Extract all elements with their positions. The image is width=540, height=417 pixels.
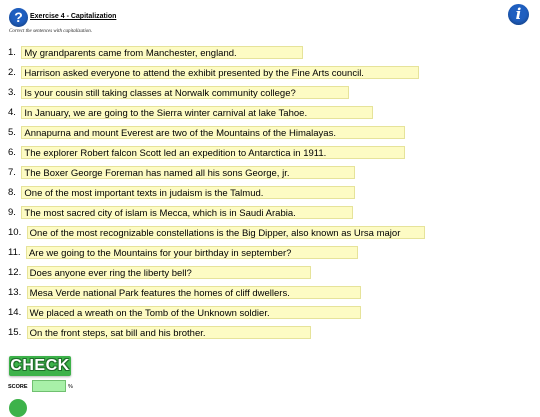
- question-row-10: [8, 226, 425, 240]
- question-number: 2.: [8, 67, 16, 78]
- exercise-title: Exercise 4 - Capitalization: [30, 13, 117, 20]
- question-row-4: [8, 106, 373, 120]
- question-number: 9.: [8, 207, 16, 218]
- answer-input-1[interactable]: My grandparents came from Manchester, england.: [21, 46, 303, 59]
- round-green-icon[interactable]: [9, 399, 27, 417]
- score-percent-sign: %: [68, 384, 73, 390]
- question-number: 4.: [8, 107, 16, 118]
- question-number: 12.: [8, 267, 22, 278]
- question-number: 7.: [8, 167, 16, 178]
- question-row-3: [8, 86, 349, 100]
- question-number: 1.: [8, 47, 16, 58]
- question-row-14: [8, 306, 361, 320]
- question-number: 5.: [8, 127, 16, 138]
- answer-input-13[interactable]: Mesa Verde national Park features the homes of cliff dwellers.: [27, 286, 361, 299]
- instruction-text: Correct the sentences with capitalization.: [9, 29, 92, 34]
- question-row-13: [8, 286, 361, 300]
- question-row-6: [8, 146, 405, 160]
- question-row-9: [8, 206, 353, 220]
- question-row-12: [8, 266, 311, 280]
- answer-input-5[interactable]: Annapurna and mount Everest are two of the Mountains of the Himalayas.: [21, 126, 405, 139]
- answer-input-11[interactable]: Are we going to the Mountains for your birthday in september?: [26, 246, 358, 259]
- question-number: 15.: [8, 327, 22, 338]
- answer-input-10[interactable]: One of the most recognizable constellations is the Big Dipper, also known as Ursa major: [27, 226, 425, 239]
- question-row-11: [8, 246, 358, 260]
- answer-input-2[interactable]: Harrison asked everyone to attend the exhibit presented by the Fine Arts council.: [21, 66, 419, 79]
- question-row-8: [8, 186, 355, 200]
- answer-input-7[interactable]: The Boxer George Foreman has named all his sons George, jr.: [21, 166, 355, 179]
- answer-input-9[interactable]: The most sacred city of islam is Mecca, which is in Saudi Arabia.: [21, 206, 353, 219]
- question-row-2: [8, 66, 419, 80]
- answer-input-8[interactable]: One of the most important texts in judaism is the Talmud.: [21, 186, 355, 199]
- info-icon[interactable]: i: [508, 4, 529, 25]
- answer-input-14[interactable]: We placed a wreath on the Tomb of the Unknown soldier.: [27, 306, 361, 319]
- question-row-1: [8, 46, 303, 60]
- question-row-15: [8, 326, 311, 340]
- answer-input-12[interactable]: Does anyone ever ring the liberty bell?: [27, 266, 311, 279]
- answer-input-6[interactable]: The explorer Robert falcon Scott led an expedition to Antarctica in 1911.: [21, 146, 405, 159]
- help-icon[interactable]: ?: [9, 8, 28, 27]
- question-number: 14.: [8, 307, 22, 318]
- answer-input-3[interactable]: Is your cousin still taking classes at Norwalk community college?: [21, 86, 349, 99]
- question-number: 10.: [8, 227, 22, 238]
- question-number: 11.: [8, 247, 21, 258]
- answer-input-4[interactable]: In January, we are going to the Sierra winter carnival at lake Tahoe.: [21, 106, 373, 119]
- question-number: 8.: [8, 187, 16, 198]
- question-number: 13.: [8, 287, 22, 298]
- score-field: [32, 380, 66, 392]
- question-row-5: [8, 126, 405, 140]
- check-button[interactable]: CHECK: [10, 357, 70, 374]
- question-number: 3.: [8, 87, 16, 98]
- answer-input-15[interactable]: On the front steps, sat bill and his brother.: [27, 326, 311, 339]
- question-number: 6.: [8, 147, 16, 158]
- question-row-7: [8, 166, 355, 180]
- score-label: SCORE: [8, 384, 28, 390]
